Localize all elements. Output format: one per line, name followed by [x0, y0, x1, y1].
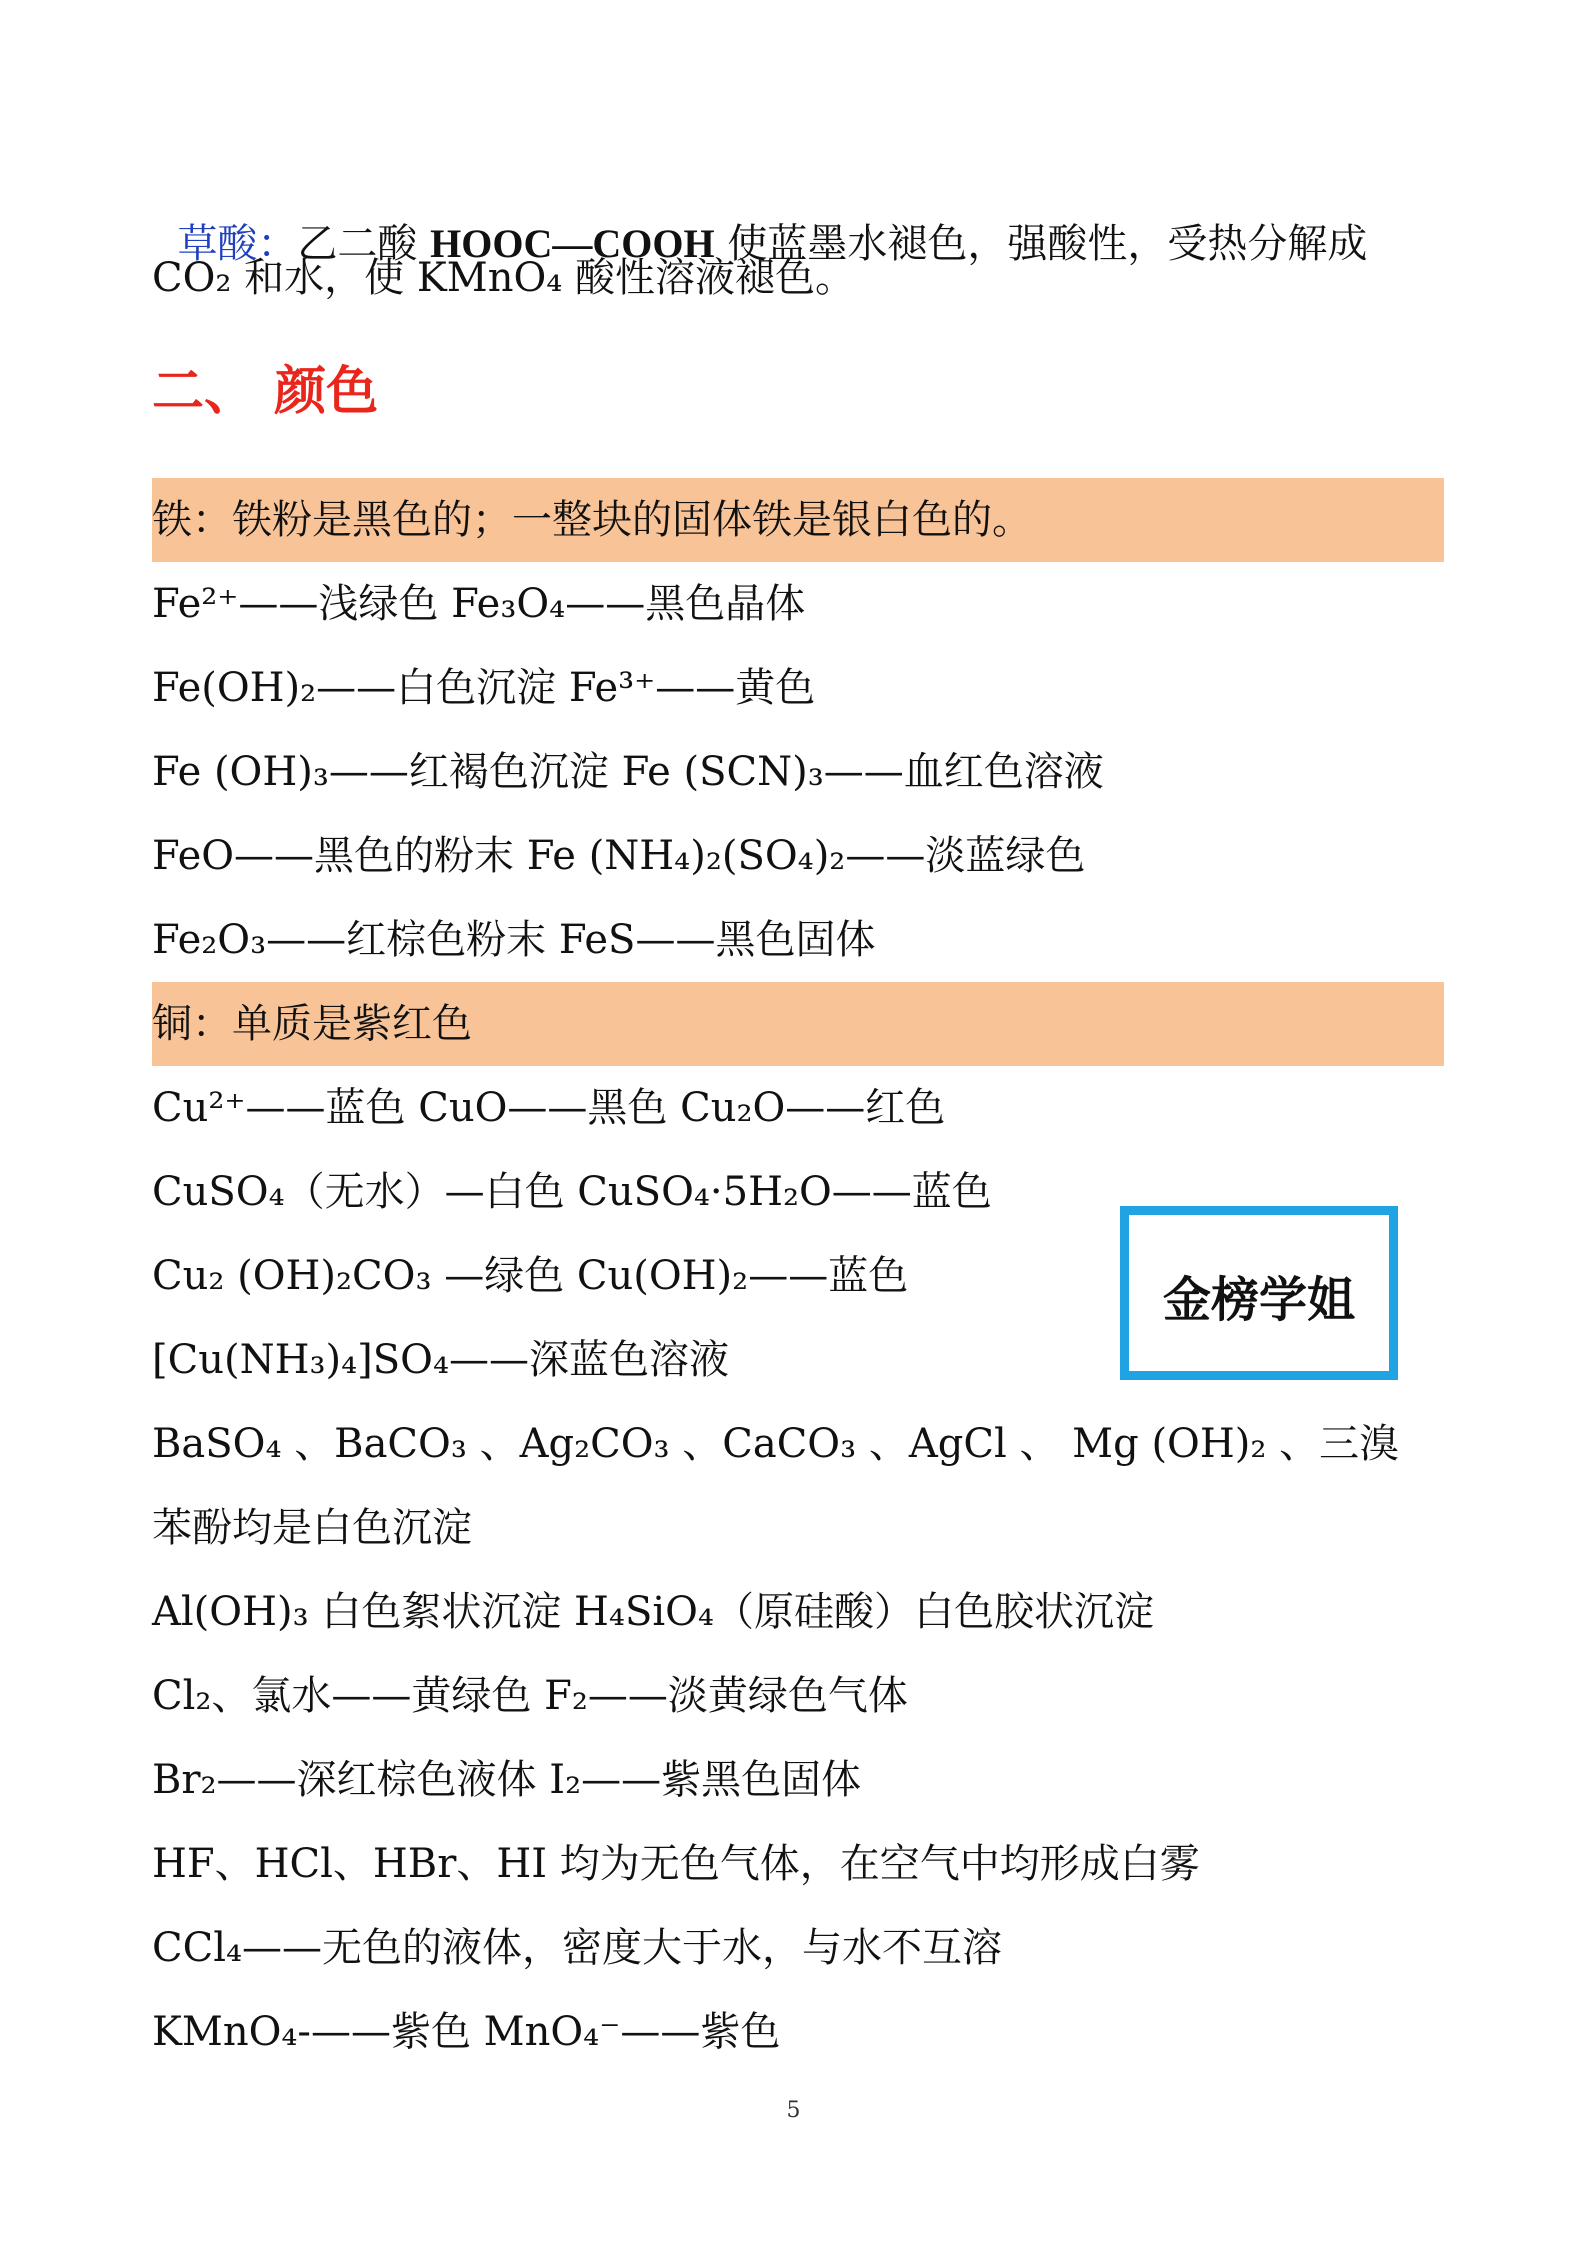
copper-line-4: [Cu(NH₃)₄]SO₄——深蓝色溶液 — [152, 1337, 729, 1383]
brand-logo-text: 金榜学姐 — [1162, 1272, 1355, 1328]
brand-logo — [1120, 1206, 1398, 1380]
page-number: 5 — [786, 2098, 801, 2123]
iron-line-2: Fe(OH)₂——白色沉淀 Fe³⁺——黄色 — [152, 665, 816, 711]
white-precipitate-line-2: 苯酚均是白色沉淀 — [152, 1505, 472, 1551]
oxalic-acid-line-2: CO₂ 和水，使 KMnO₄ 酸性溶液褪色。 — [152, 255, 856, 301]
iron-line-1: Fe²⁺——浅绿色 Fe₃O₄——黑色晶体 — [152, 581, 806, 627]
section-heading-color: 二、 颜色 — [152, 361, 379, 422]
bromine-line: Br₂——深红棕色液体 I₂——紫黑色固体 — [152, 1757, 862, 1803]
copper-line-3: Cu₂ (OH)₂CO₃ —绿色 Cu(OH)₂——蓝色 — [152, 1253, 909, 1299]
hydrogen-halide-line: HF、HCl、HBr、HI 均为无色气体，在空气中均形成白雾 — [152, 1841, 1200, 1887]
copper-line-2: CuSO₄（无水）—白色 CuSO₄·5H₂O——蓝色 — [152, 1169, 992, 1215]
permanganate-line: KMnO₄-——紫色 MnO₄⁻——紫色 — [152, 2009, 781, 2055]
white-precipitate-line-1: BaSO₄ 、BaCO₃ 、Ag₂CO₃ 、CaCO₃ 、AgCl 、 Mg (OH)₂ 、三溴 — [152, 1421, 1400, 1467]
chlorine-line: Cl₂、氯水——黄绿色 F₂——淡黄绿色气体 — [152, 1673, 908, 1719]
aluminum-line: Al(OH)₃ 白色絮状沉淀 H₄SiO₄（原硅酸）白色胶状沉淀 — [152, 1589, 1154, 1635]
iron-band-text: 铁：铁粉是黑色的；一整块的固体铁是银白色的。 — [152, 497, 1032, 543]
iron-line-3: Fe (OH)₃——红褐色沉淀 Fe (SCN)₃——血红色溶液 — [152, 749, 1104, 795]
iron-line-5: Fe₂O₃——红棕色粉末 FeS——黑色固体 — [152, 917, 876, 963]
iron-line-4: FeO——黑色的粉末 Fe (NH₄)₂(SO₄)₂——淡蓝绿色 — [152, 833, 1086, 879]
copper-band-text: 铜：单质是紫红色 — [152, 1001, 472, 1047]
ccl4-line: CCl₄——无色的液体，密度大于水，与水不互溶 — [152, 1925, 1003, 1971]
copper-line-1: Cu²⁺——蓝色 CuO——黑色 Cu₂O——红色 — [152, 1085, 946, 1131]
copper-band — [152, 982, 1444, 1066]
oxalic-acid-text: 乙二酸 HOOC—COOH 使蓝墨水褪色，强酸性，受热分解成 — [297, 221, 1368, 267]
oxalic-acid-label: 草酸： — [177, 221, 298, 267]
iron-band — [152, 478, 1444, 562]
